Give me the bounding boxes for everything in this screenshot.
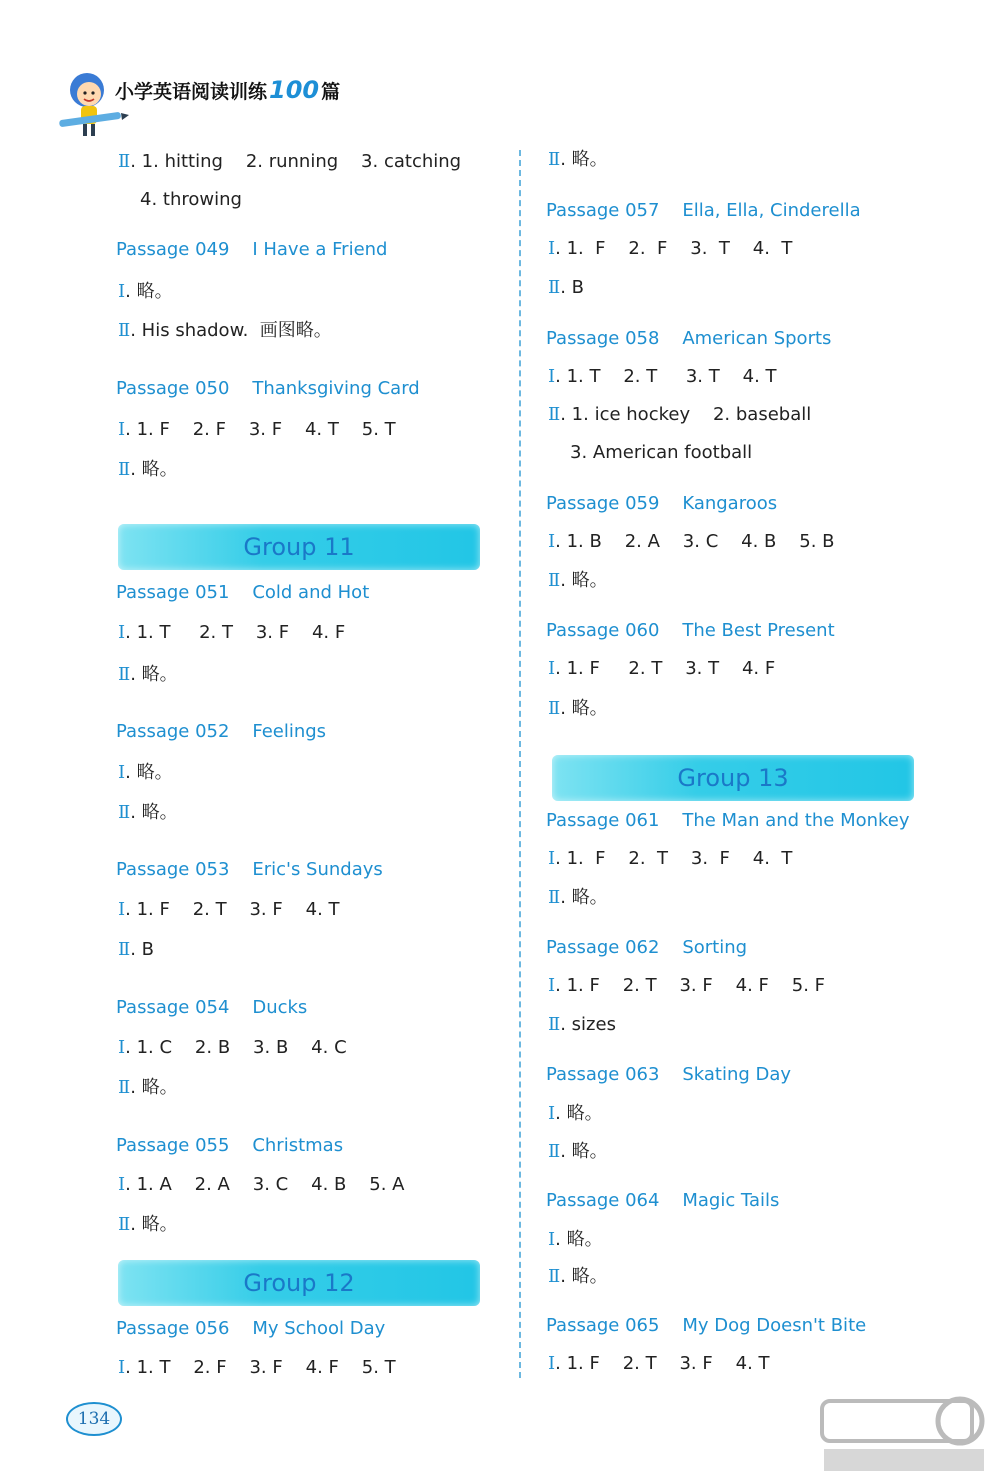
group-banner [552, 755, 914, 801]
section-numeral: Ⅰ [118, 281, 126, 302]
watermark-logo-icon [820, 1395, 990, 1475]
answer-line [118, 1357, 396, 1379]
answer-text: . 1. F 2. F 3. T 4. T [555, 238, 793, 259]
section-numeral: Ⅱ [118, 939, 131, 960]
column-divider [519, 150, 521, 1378]
page-header [55, 68, 375, 148]
answer-line [548, 149, 608, 171]
answer-line [118, 899, 340, 921]
group-banner [118, 1260, 480, 1306]
section-numeral: Ⅱ [548, 1141, 561, 1162]
answer-line [118, 762, 173, 784]
page-number: 134 [66, 1402, 122, 1436]
answer-line [548, 848, 792, 870]
passage-heading: Passage 061 The Man and the Monkey [546, 810, 910, 831]
answer-continuation: 3. American football [570, 442, 753, 463]
section-numeral: Ⅱ [118, 1214, 131, 1235]
answer-line [118, 1077, 178, 1099]
section-numeral: Ⅰ [118, 1037, 126, 1058]
answer-text: . 略。 [130, 459, 178, 480]
section-numeral: Ⅰ [118, 1174, 126, 1195]
section-numeral: Ⅰ [548, 975, 556, 996]
passage-heading: Passage 062 Sorting [546, 937, 748, 958]
section-numeral: Ⅰ [548, 238, 556, 259]
answer-line [118, 1037, 347, 1059]
answer-line [118, 281, 173, 303]
answer-line [548, 531, 835, 553]
answer-text: . 略。 [560, 570, 608, 591]
answer-text: . 1. F 2. T 3. F 4. T [125, 899, 340, 920]
answer-text: . 1. C 2. B 3. B 4. C [125, 1037, 347, 1058]
answer-line [548, 1103, 603, 1125]
answer-text: . 略。 [125, 281, 173, 302]
answer-text: . 略。 [560, 1141, 608, 1162]
passage-heading: Passage 064 Magic Tails [546, 1190, 780, 1211]
answer-line [118, 459, 178, 481]
group-title: Group 11 [243, 533, 355, 561]
answer-text: . 1. T 2. T 3. T 4. T [555, 366, 777, 387]
group-title: Group 13 [677, 764, 789, 792]
answer-text: . sizes [560, 1014, 616, 1035]
section-numeral: Ⅰ [118, 1357, 126, 1378]
book-title [115, 76, 340, 104]
section-numeral: Ⅱ [548, 887, 561, 908]
answer-text: . 略。 [130, 802, 178, 823]
passage-heading: Passage 052 Feelings [116, 721, 327, 742]
answer-text: . 1. F 2. F 3. F 4. T 5. T [125, 419, 396, 440]
answer-line [548, 658, 775, 680]
passage-heading: Passage 060 The Best Present [546, 620, 835, 641]
section-numeral: Ⅰ [548, 658, 556, 679]
passage-heading: Passage 051 Cold and Hot [116, 582, 370, 603]
answer-text: . 略。 [560, 698, 608, 719]
passage-heading: Passage 054 Ducks [116, 997, 308, 1018]
answer-text: . 略。 [560, 149, 608, 170]
passage-heading: Passage 057 Ella, Ella, Cinderella [546, 200, 861, 221]
section-numeral: Ⅱ [548, 698, 561, 719]
section-numeral: Ⅱ [118, 459, 131, 480]
section-numeral: Ⅱ [118, 664, 131, 685]
answer-line [118, 802, 178, 824]
answer-text: . 略。 [130, 1214, 178, 1235]
answer-line [118, 151, 461, 173]
section-numeral: Ⅰ [118, 762, 126, 783]
section-numeral: Ⅰ [548, 1103, 556, 1124]
passage-heading: Passage 063 Skating Day [546, 1064, 792, 1085]
answer-text: . 略。 [560, 887, 608, 908]
answer-line [548, 404, 811, 426]
answer-text: . 略。 [130, 1077, 178, 1098]
passage-heading: Passage 049 I Have a Friend [116, 239, 388, 260]
section-numeral: Ⅱ [118, 320, 131, 341]
answer-text: . 略。 [560, 1266, 608, 1287]
answer-line [118, 1174, 404, 1196]
answer-text: . 1. F 2. T 3. F 4. F 5. F [555, 975, 826, 996]
answer-line [548, 1141, 608, 1163]
answer-text: . B [560, 277, 585, 298]
section-numeral: Ⅱ [118, 802, 131, 823]
section-numeral: Ⅰ [548, 366, 556, 387]
answer-line [548, 887, 608, 909]
section-numeral: Ⅰ [548, 1229, 556, 1250]
section-numeral: Ⅱ [118, 1077, 131, 1098]
section-numeral: Ⅰ [548, 531, 556, 552]
answer-text: . 1. F 2. T 3. T 4. F [555, 658, 776, 679]
answer-text: . 1. F 2. T 3. F 4. T [555, 848, 793, 869]
group-banner [118, 524, 480, 570]
section-numeral: Ⅱ [548, 1014, 561, 1035]
section-numeral: Ⅱ [118, 151, 131, 172]
section-numeral: Ⅰ [118, 419, 126, 440]
answer-text: . 略。 [555, 1103, 603, 1124]
passage-heading: Passage 053 Eric's Sundays [116, 859, 383, 880]
book-title-number: 100 [269, 76, 320, 104]
passage-heading: Passage 056 My School Day [116, 1318, 386, 1339]
answer-line [118, 419, 396, 441]
answer-text: . 1. A 2. A 3. C 4. B 5. A [125, 1174, 405, 1195]
answer-line [548, 1014, 616, 1036]
book-title-prefix: 小学英语阅读训练 [115, 81, 268, 103]
answer-line [118, 320, 332, 342]
answer-text: . His shadow. 画图略。 [130, 320, 332, 341]
answer-line [548, 570, 608, 592]
answer-line [548, 1266, 608, 1288]
answer-line [548, 366, 777, 388]
answer-text: . 1. ice hockey 2. baseball [560, 404, 812, 425]
answer-text: . 略。 [555, 1229, 603, 1250]
answer-text: . B [130, 939, 155, 960]
passage-heading: Passage 065 My Dog Doesn't Bite [546, 1315, 867, 1336]
answer-continuation: 4. throwing [140, 189, 242, 210]
answer-line [548, 238, 792, 260]
passage-heading: Passage 058 American Sports [546, 328, 832, 349]
answer-line [548, 1229, 603, 1251]
answer-text: . 略。 [125, 762, 173, 783]
answer-line [118, 939, 154, 961]
section-numeral: Ⅱ [548, 404, 561, 425]
passage-heading: Passage 050 Thanksgiving Card [116, 378, 420, 399]
section-numeral: Ⅰ [548, 848, 556, 869]
answer-text: . 略。 [130, 664, 178, 685]
answer-line [118, 1214, 178, 1236]
section-numeral: Ⅰ [118, 899, 126, 920]
section-numeral: Ⅰ [118, 622, 126, 643]
section-numeral: Ⅱ [548, 570, 561, 591]
section-numeral: Ⅰ [548, 1353, 556, 1374]
answer-text: . 1. T 2. F 3. F 4. F 5. T [125, 1357, 396, 1378]
answer-line [548, 1353, 770, 1375]
answer-text: . 1. T 2. T 3. F 4. F [125, 622, 346, 643]
answer-line [118, 664, 178, 686]
passage-heading: Passage 059 Kangaroos [546, 493, 778, 514]
passage-heading: Passage 055 Christmas [116, 1135, 344, 1156]
answer-line [548, 698, 608, 720]
answer-line [548, 277, 584, 299]
section-numeral: Ⅱ [548, 149, 561, 170]
answer-text: . 1. F 2. T 3. F 4. T [555, 1353, 770, 1374]
group-title: Group 12 [243, 1269, 355, 1297]
answer-text: . 1. hitting 2. running 3. catching [130, 151, 462, 172]
book-title-suffix: 篇 [321, 81, 341, 103]
section-numeral: Ⅱ [548, 1266, 561, 1287]
section-numeral: Ⅱ [548, 277, 561, 298]
answer-line [118, 622, 345, 644]
answer-text: . 1. B 2. A 3. C 4. B 5. B [555, 531, 835, 552]
answer-line [548, 975, 825, 997]
